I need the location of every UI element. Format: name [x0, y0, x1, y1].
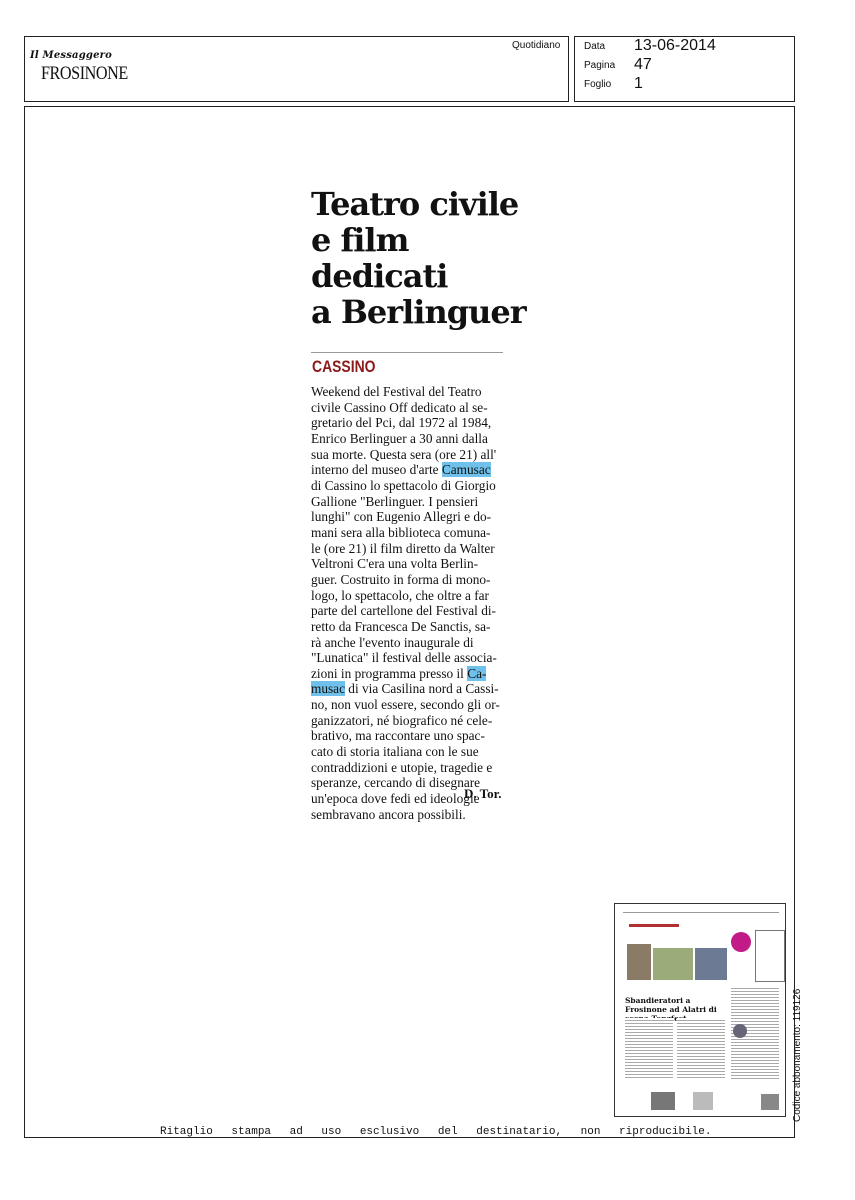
article-byline: D. Tor. — [464, 786, 502, 801]
subscription-code: Codice abbonamento: 119126 — [792, 988, 803, 1122]
body-line: zioni in programma presso il Ca- — [311, 665, 487, 681]
body-line: "Lunatica" il festival delle associa- — [311, 650, 497, 666]
body-line: Weekend del Festival del Teatro — [311, 384, 482, 399]
body-line: brativo, ma raccontare uno spac- — [311, 728, 485, 744]
thumb-photo-2 — [653, 948, 693, 980]
logo-frosinone: FROSINONE — [41, 63, 128, 84]
body-line: parte del cartellone del Festival di- — [311, 603, 496, 619]
body-line: retto da Francesca De Sanctis, sa- — [311, 618, 491, 634]
body-line: civile Cassino Off dedicato al se- — [311, 399, 488, 415]
section-label: CASSINO — [312, 357, 376, 376]
meta-label-data: Data — [584, 41, 606, 52]
highlighted-term: musac — [311, 681, 345, 697]
body-line: lunghi" con Eugenio Allegri e do- — [311, 509, 492, 525]
thumb-portrait — [733, 1024, 747, 1038]
body-line: le (ore 21) il film diretto da Walter — [311, 540, 495, 556]
article-body — [311, 384, 503, 822]
publication-type: Quotidiano — [512, 40, 561, 51]
body-line: sembravano ancora possibili. — [311, 806, 466, 822]
thumb-photo-6 — [761, 1094, 779, 1110]
body-line: contraddizioni e utopie, tragedie e — [311, 759, 493, 775]
section-rule — [311, 352, 503, 353]
article-headline — [311, 186, 531, 330]
headline-line: Teatro civile — [311, 185, 519, 223]
body-line: un'epoca dove fedi ed ideologie — [311, 791, 480, 807]
body-line: di Cassino lo spettacolo di Giorgio — [311, 477, 496, 493]
thumb-photo-4 — [651, 1092, 675, 1110]
body-line: sua morte. Questa sera (ore 21) all' — [311, 446, 497, 462]
body-line: rà anche l'evento inaugurale di — [311, 634, 474, 650]
meta-label-pagina: Pagina — [584, 60, 616, 71]
headline-line: a Berlinguer — [311, 293, 526, 331]
body-line: cato di storia italiana con le sue — [311, 744, 479, 760]
body-line: logo, lo spettacolo, che oltre a far — [311, 587, 489, 603]
meta-label-foglio: Foglio — [584, 79, 612, 90]
thumb-column-1 — [625, 1018, 673, 1080]
body-line: no, non vuol essere, secondo gli or- — [311, 697, 500, 713]
meta-value-data: 13-06-2014 — [634, 37, 716, 54]
thumb-headline: Sbandieratori a Frosinone ad Alatri di — [625, 996, 717, 1014]
thumb-magenta-graphic — [731, 932, 751, 952]
thumb-photo-3 — [695, 948, 727, 980]
body-line: speranze, cercando di disegnare — [311, 775, 481, 791]
thumb-column-2 — [677, 1018, 725, 1080]
highlighted-term: Ca- — [467, 665, 487, 681]
logo-top-text: Il Messaggero — [30, 50, 113, 61]
body-line: Enrico Berlinguer a 30 anni dalla — [311, 430, 488, 446]
page-thumbnail — [614, 903, 786, 1117]
meta-value-foglio: 1 — [634, 75, 643, 92]
body-line: Gallione "Berlinguer. I pensieri — [311, 493, 479, 509]
thumb-header-line — [623, 912, 779, 913]
body-line: gretario del Pci, dal 1972 al 1984, — [311, 415, 492, 431]
footer-notice: Ritaglio stampa ad uso esclusivo del destinatario, non riproducibile. — [160, 1126, 712, 1138]
thumb-article-frame — [755, 930, 785, 982]
body-line: interno del museo d'arte Camusac — [311, 462, 491, 478]
thumb-photo-5 — [693, 1092, 713, 1110]
body-line: mani sera alla biblioteca comuna- — [311, 524, 491, 540]
meta-value-pagina: 47 — [634, 56, 652, 73]
body-line: Veltroni C'era una volta Berlin- — [311, 556, 479, 572]
headline-line: e film — [311, 221, 409, 259]
headline-line: dedicati — [311, 257, 448, 295]
thumb-photo-1 — [627, 944, 651, 980]
body-line: guer. Costruito in forma di mono- — [311, 571, 491, 587]
body-line: ganizzatori, né biografico né cele- — [311, 712, 493, 728]
highlighted-term: Camusac — [441, 462, 491, 478]
thumb-section-bar — [629, 924, 679, 927]
body-line: musac di via Casilina nord a Cassi- — [311, 681, 499, 697]
